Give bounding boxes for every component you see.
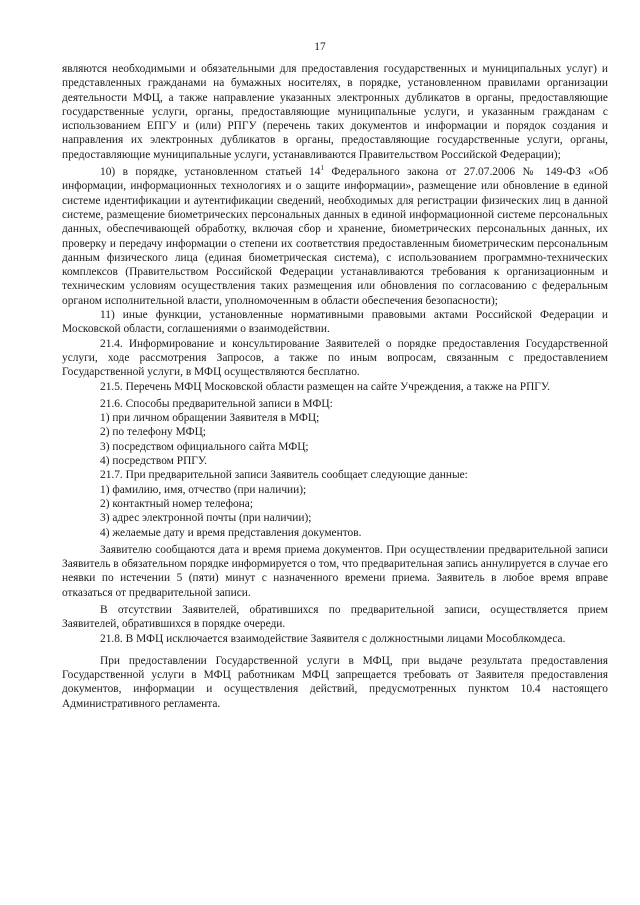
list-item: 4) посредством РПГУ. xyxy=(100,455,207,468)
paragraph: 21.4. Информирование и консультирование Заявителей о порядке предоставления Государственной услуги, ходе рассмотрения Запросов, а также по иным вопросам, связанным с предоставлением Государственной услуги, в МФЦ осуществляются бесплатно. xyxy=(62,337,608,379)
paragraph: 21.7. При предварительной записи Заявитель сообщает следующие данные: xyxy=(100,469,468,482)
paragraph: При предоставлении Государственной услуги в МФЦ, при выдаче результата предоставления Государственной услуги в МФЦ работникам МФЦ запрещается требовать от Заявителя предоставления документов, информации и осуществления действий, предусмотренных пунктом 10.4 настоящего Административного регламента. xyxy=(62,654,608,710)
document-body xyxy=(62,62,608,711)
list-item: 1) при личном обращении Заявителя в МФЦ; xyxy=(100,412,320,425)
list-item: 2) контактный номер телефона; xyxy=(100,497,253,510)
paragraph: 21.5. Перечень МФЦ Московской области размещен на сайте Учреждения, а также на РПГУ. xyxy=(100,380,550,393)
paragraph-text: Федерального закона от 27.07.2006 № 149-ФЗ «Об информации, информационных технологиях и о защите информации», размещение или обновление в единой системе идентификации и аутентификации сведений, необходимых для регистрации физических лиц в данной системе, размещение биометрических персональных данных в единой информационной системе персональных данных, обеспечивающей обработку, включая сбор и хранение, биометрических персональных данных, их проверку и передачу информации о степени их соответствия предоставленным биометрическим персональным данным физического лица (единая биометрическая система), с использованием программно-технических комплексов (Правительством Российской Федерации устанавливаются требования к организационным и техническим условиям осуществления таких размещения или обновления по согласованию с федеральным органом исполнительной власти, уполномоченным в области обеспечения безопасности); xyxy=(62,166,609,307)
list-item: 3) адрес электронной почты (при наличии); xyxy=(100,512,312,525)
paragraph: 21.8. В МФЦ исключается взаимодействие Заявителя с должностными лицами Мособлкомдеса. xyxy=(100,632,566,645)
paragraph: Заявителю сообщаются дата и время приема документов. При осуществлении предварительной записи Заявитель в обязательном порядке информируется о том, что предварительная запись аннулируется в случае его неявки по истечении 5 (пяти) минут с назначенного времени приема. Заявитель в любое время вправе отказаться от предварительной записи. xyxy=(62,543,608,599)
list-item: 1) фамилию, имя, отчество (при наличии); xyxy=(100,483,307,496)
list-item: 4) желаемые дату и время представления документов. xyxy=(100,526,362,539)
paragraph: 11) иные функции, установленные нормативными правовыми актами Российской Федерации и Московской области, соглашениями о взаимодействии. xyxy=(62,309,608,336)
superscript: 1 xyxy=(320,164,324,173)
paragraph-text: 10) в порядке, установленном статьей 14 xyxy=(100,166,321,179)
paragraph: В отсутствии Заявителей, обратившихся по предварительной записи, осуществляется прием Заявителей, обратившихся в порядке очереди. xyxy=(62,603,608,631)
list-item: 3) посредством официального сайта МФЦ; xyxy=(100,440,309,453)
list-item: 2) по телефону МФЦ; xyxy=(100,426,206,439)
paragraph xyxy=(62,165,608,308)
paragraph: являются необходимыми и обязательными для предоставления государственных и муниципальных услуг) и представленных гражданами на бумажных носителях, в порядке, установленном правилами организации деятельности МФЦ, а также направление указанных электронных дубликатов в органы, предоставляющие государственные услуги, органы, предоставляющие муниципальные услуги, и указанным гражданам с использованием ЕПГУ и (или) РПГУ (перечень таких документов и информации и порядок создания и направления их электронных дубликатов в органы, предоставляющие государственные услуги, органы, предоставляющие муниципальные услуги, устанавливаются Правительством Российской Федерации); xyxy=(62,63,608,161)
paragraph: 21.6. Способы предварительной записи в МФЦ: xyxy=(100,397,333,410)
page-number: 17 xyxy=(314,41,326,53)
